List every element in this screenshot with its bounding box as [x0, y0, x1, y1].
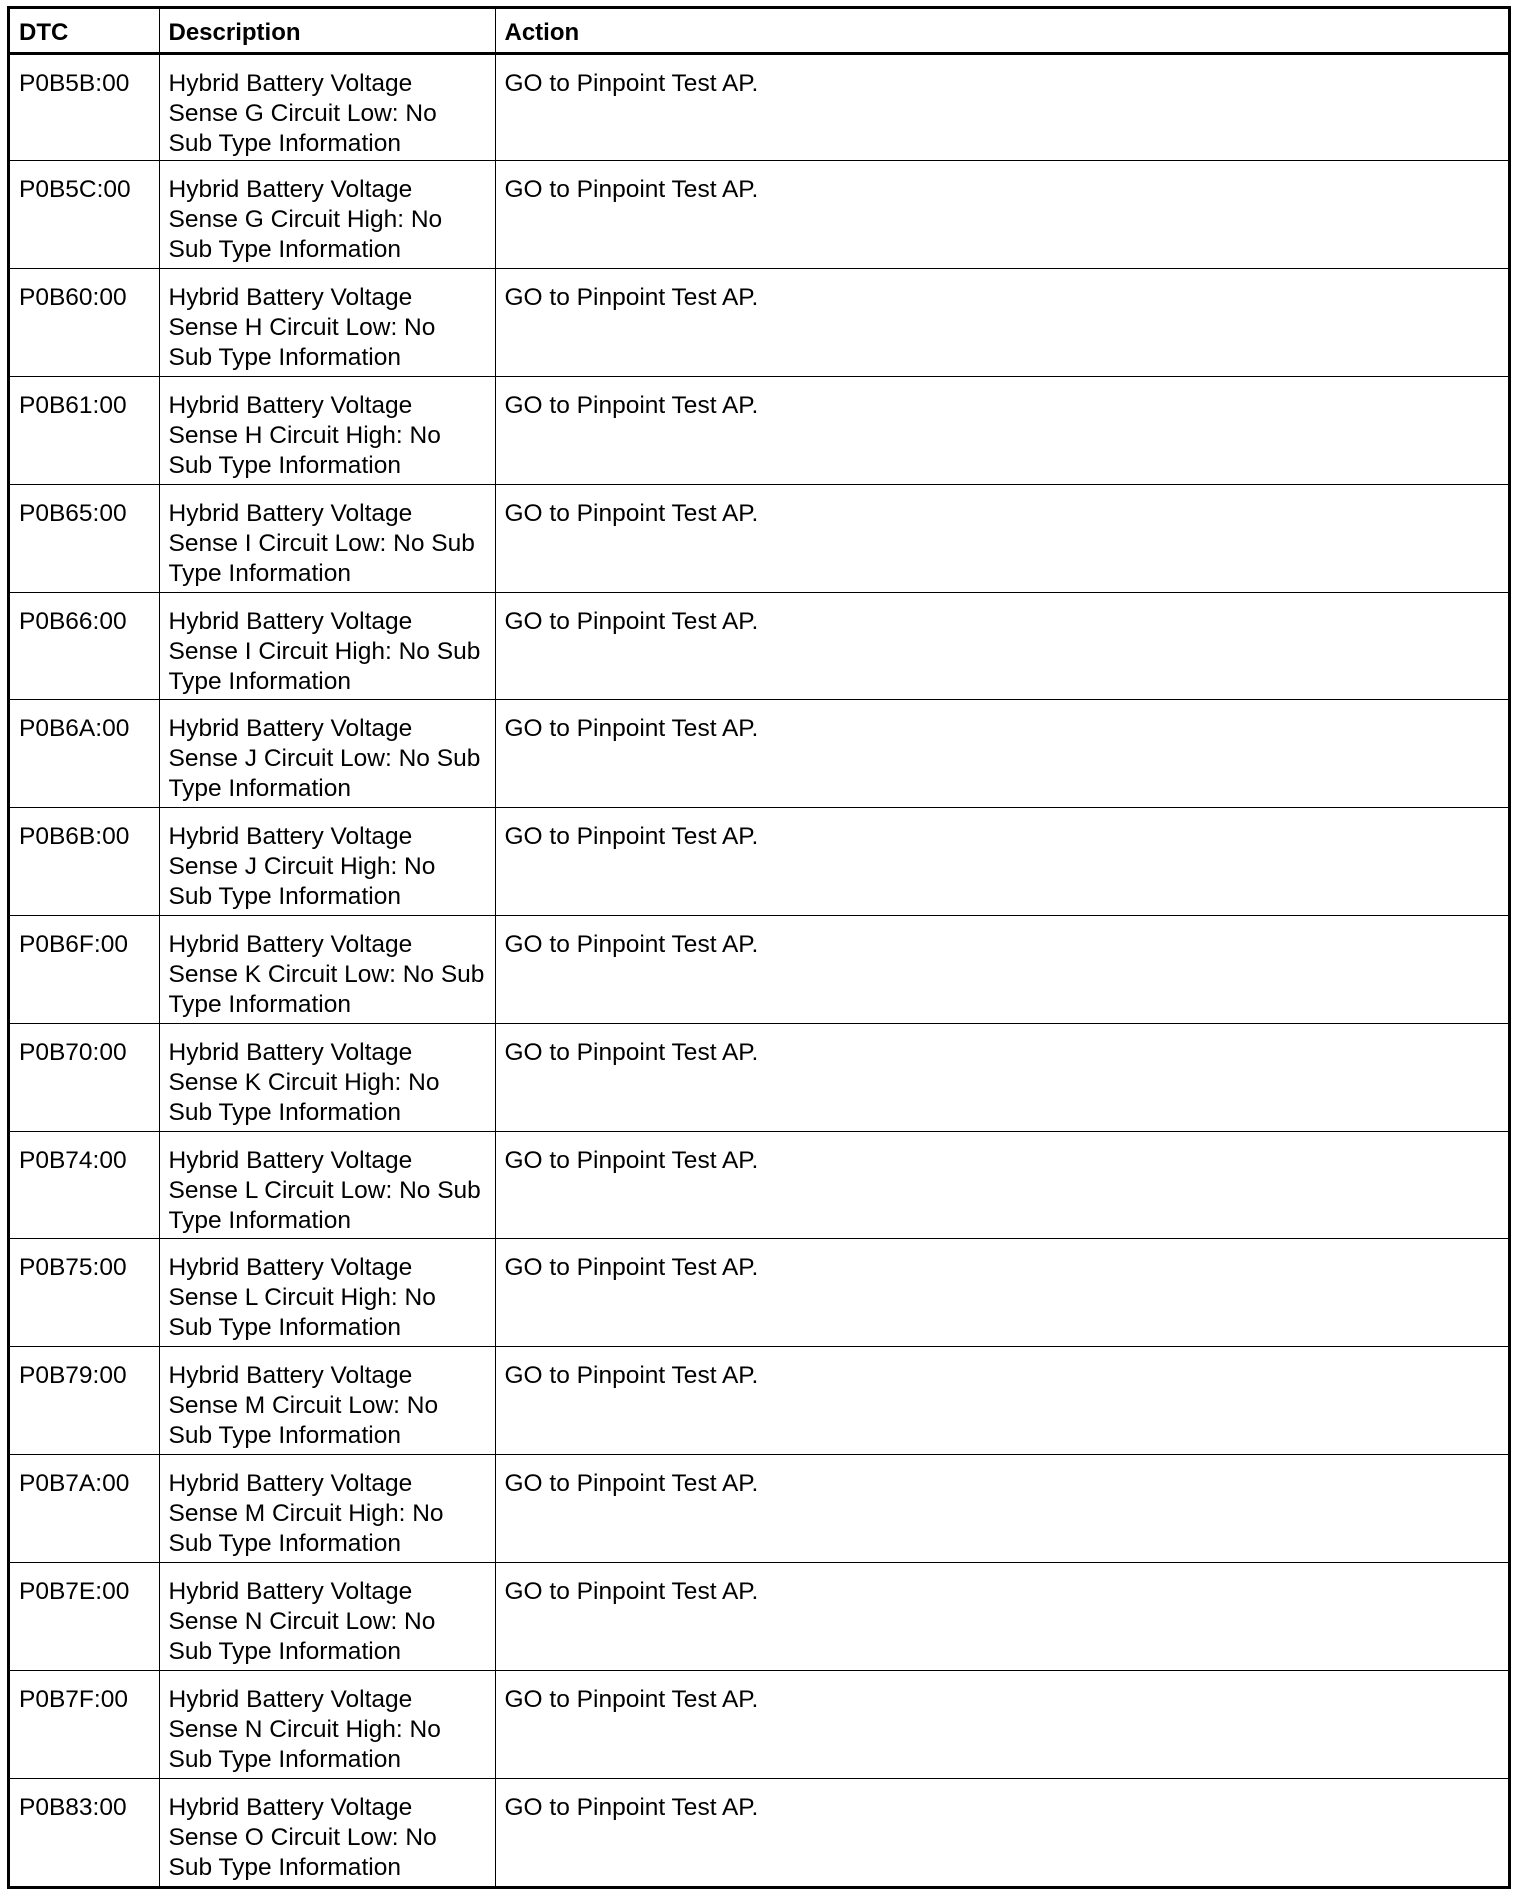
dtc-cell: P0B6F:00 — [10, 916, 159, 1024]
table-row — [10, 916, 1508, 1024]
description-cell: Hybrid Battery Voltage Sense G Circuit High: No Sub Type Information — [159, 161, 495, 269]
action-cell: GO to Pinpoint Test AP. — [495, 1347, 1508, 1455]
dtc-cell: P0B70:00 — [10, 1023, 159, 1131]
description-cell: Hybrid Battery Voltage Sense K Circuit High: No Sub Type Information — [159, 1023, 495, 1131]
description-cell: Hybrid Battery Voltage Sense N Circuit Low: No Sub Type Information — [159, 1562, 495, 1670]
description-cell: Hybrid Battery Voltage Sense L Circuit High: No Sub Type Information — [159, 1239, 495, 1347]
action-cell: GO to Pinpoint Test AP. — [495, 484, 1508, 592]
dtc-table-frame — [7, 6, 1511, 1889]
dtc-cell: P0B61:00 — [10, 376, 159, 484]
table-row — [10, 1347, 1508, 1455]
table-row — [10, 592, 1508, 700]
dtc-cell: P0B65:00 — [10, 484, 159, 592]
action-cell: GO to Pinpoint Test AP. — [495, 269, 1508, 377]
action-cell: GO to Pinpoint Test AP. — [495, 916, 1508, 1024]
description-cell: Hybrid Battery Voltage Sense K Circuit Low: No Sub Type Information — [159, 916, 495, 1024]
action-cell: GO to Pinpoint Test AP. — [495, 161, 1508, 269]
dtc-cell: P0B6A:00 — [10, 700, 159, 808]
action-cell: GO to Pinpoint Test AP. — [495, 1778, 1508, 1886]
description-cell: Hybrid Battery Voltage Sense M Circuit High: No Sub Type Information — [159, 1455, 495, 1563]
action-cell: GO to Pinpoint Test AP. — [495, 376, 1508, 484]
table-row — [10, 269, 1508, 377]
header-description: Description — [159, 9, 495, 53]
action-cell: GO to Pinpoint Test AP. — [495, 592, 1508, 700]
table-row — [10, 700, 1508, 808]
table-row — [10, 808, 1508, 916]
description-cell: Hybrid Battery Voltage Sense J Circuit Low: No Sub Type Information — [159, 700, 495, 808]
description-cell: Hybrid Battery Voltage Sense O Circuit Low: No Sub Type Information — [159, 1778, 495, 1886]
dtc-cell: P0B83:00 — [10, 1778, 159, 1886]
action-cell: GO to Pinpoint Test AP. — [495, 1562, 1508, 1670]
description-cell: Hybrid Battery Voltage Sense H Circuit High: No Sub Type Information — [159, 376, 495, 484]
table-row — [10, 53, 1508, 161]
table-row — [10, 1239, 1508, 1347]
description-cell: Hybrid Battery Voltage Sense I Circuit Low: No Sub Type Information — [159, 484, 495, 592]
dtc-cell: P0B74:00 — [10, 1131, 159, 1239]
description-cell: Hybrid Battery Voltage Sense L Circuit Low: No Sub Type Information — [159, 1131, 495, 1239]
action-cell: GO to Pinpoint Test AP. — [495, 1239, 1508, 1347]
dtc-cell: P0B7A:00 — [10, 1455, 159, 1563]
dtc-cell: P0B5C:00 — [10, 161, 159, 269]
table-row — [10, 1131, 1508, 1239]
action-cell: GO to Pinpoint Test AP. — [495, 1023, 1508, 1131]
dtc-cell: P0B7E:00 — [10, 1562, 159, 1670]
header-action: Action — [495, 9, 1508, 53]
description-cell: Hybrid Battery Voltage Sense N Circuit High: No Sub Type Information — [159, 1670, 495, 1778]
table-row — [10, 161, 1508, 269]
header-dtc: DTC — [10, 9, 159, 53]
dtc-cell: P0B5B:00 — [10, 53, 159, 161]
action-cell: GO to Pinpoint Test AP. — [495, 1131, 1508, 1239]
action-cell: GO to Pinpoint Test AP. — [504, 69, 759, 97]
dtc-cell: P0B6B:00 — [10, 808, 159, 916]
dtc-cell: P0B7F:00 — [10, 1670, 159, 1778]
dtc-cell: P0B66:00 — [10, 592, 159, 700]
table-row — [10, 1562, 1508, 1670]
table-row — [10, 376, 1508, 484]
description-cell: Hybrid Battery Voltage Sense I Circuit High: No Sub Type Information — [159, 592, 495, 700]
header-row — [10, 9, 1508, 53]
description-cell: Hybrid Battery Voltage Sense G Circuit Low: No Sub Type Information — [159, 53, 495, 161]
table-row — [10, 1023, 1508, 1131]
dtc-cell: P0B75:00 — [10, 1239, 159, 1347]
dtc-cell: P0B60:00 — [10, 269, 159, 377]
dtc-table — [10, 9, 1508, 1886]
table-row — [10, 1670, 1508, 1778]
table-body — [10, 53, 1508, 1886]
table-row — [10, 1778, 1508, 1886]
table-row — [10, 484, 1508, 592]
action-cell: GO to Pinpoint Test AP. — [495, 1670, 1508, 1778]
description-cell: Hybrid Battery Voltage Sense M Circuit Low: No Sub Type Information — [159, 1347, 495, 1455]
dtc-cell: P0B79:00 — [10, 1347, 159, 1455]
table-header — [10, 9, 1508, 53]
action-cell: GO to Pinpoint Test AP. — [495, 700, 1508, 808]
description-cell: Hybrid Battery Voltage Sense J Circuit High: No Sub Type Information — [159, 808, 495, 916]
action-cell: GO to Pinpoint Test AP. — [495, 808, 1508, 916]
table-row — [10, 1455, 1508, 1563]
action-cell: GO to Pinpoint Test AP. — [495, 1455, 1508, 1563]
description-cell: Hybrid Battery Voltage Sense H Circuit Low: No Sub Type Information — [159, 269, 495, 377]
